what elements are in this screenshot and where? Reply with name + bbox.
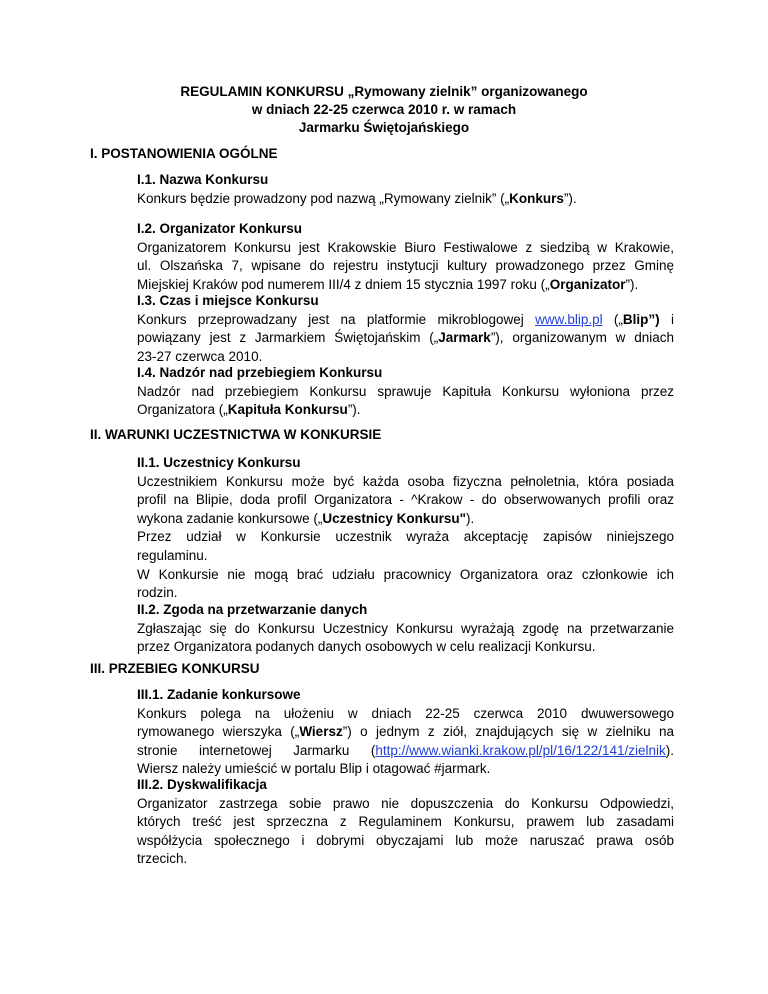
paragraph-contest-name <box>137 171 674 208</box>
paragraph-organizer <box>137 220 674 294</box>
body-line: W Konkursie nie mogą brać udziału pracownicy Organizatora oraz członkowie ich <box>137 566 674 582</box>
body-line: rymowanego wierszyka („Wiersz”) o jednym z ziół, znajdujących się w zielniku na <box>137 724 675 740</box>
body-line: przez Organizatora podanych danych osobowych w celu realizacji Konkursu. <box>137 639 596 655</box>
body-line: stronie internetowej Jarmarku (http://www.wianki.krakow.pl/pl/16/122/141/zielnik). <box>137 742 674 758</box>
paragraph-disqualification <box>137 776 674 869</box>
blip-link[interactable]: www.blip.pl <box>535 311 603 327</box>
body-line: Miejskiej Kraków pod numerem III/4 z dniem 15 stycznia 1997 roku („Organizator”). <box>137 276 639 292</box>
subheading: III.2. Dyskwalifikacja <box>137 777 267 792</box>
subheading: I.2. Organizator Konkursu <box>137 221 303 236</box>
body-line: profil na Blipie, doda profil Organizatora - ^Krakow - do obserwowanych profili oraz <box>137 492 674 508</box>
body-line: których treść jest sprzeczna z Regulaminem Konkursu, prawem lub zasadami <box>137 814 674 830</box>
body-line: Zgłaszając się do Konkursu Uczestnicy Konkursu wyrażają zgodę na przetwarzanie <box>137 620 674 636</box>
title-line-2: w dniach 22-25 czerwca 2010 r. w ramach <box>251 102 517 117</box>
body-line: Konkurs polega na ułożeniu w dniach 22-25 czerwca 2010 dwuwersowego <box>137 705 674 721</box>
herbarium-link[interactable]: http://www.wianki.krakow.pl/pl/16/122/141/zielnik <box>375 742 666 758</box>
body-line: rodzin. <box>137 585 178 601</box>
body-line: Organizator zastrzega sobie prawo nie dopuszczenia do Konkursu Odpowiedzi, <box>137 795 674 811</box>
subheading: I.4. Nadzór nad przebiegiem Konkursu <box>137 365 383 380</box>
subheading: II.1. Uczestnicy Konkursu <box>137 455 301 470</box>
subheading: II.2. Zgoda na przetwarzanie danych <box>137 602 368 617</box>
paragraph-participants <box>137 454 674 603</box>
body-line: Nadzór nad przebiegiem Konkursu sprawuje Kapituła Konkursu wyłoniona przez <box>137 383 674 399</box>
section-heading-general-provisions: I. POSTANOWIENIA OGÓLNE <box>90 146 278 161</box>
body-line: Uczestnikiem Konkursu może być każda osoba fizyczna pełnoletnia, która posiada <box>137 473 674 489</box>
body-line: regulaminu. <box>137 547 208 563</box>
paragraph-supervision <box>137 364 674 420</box>
body-line: Konkurs przeprowadzany jest na platformie mikroblogowej www.blip.pl („Blip”) i <box>137 311 674 327</box>
title-line-1: REGULAMIN KONKURSU „Rymowany zielnik” organizowanego <box>180 84 588 99</box>
section-heading-participation: II. WARUNKI UCZESTNICTWA W KONKURSIE <box>90 427 382 442</box>
body-line: Konkurs będzie prowadzony pod nazwą „Rymowany zielnik” („Konkurs”). <box>137 190 577 206</box>
paragraph-contest-task <box>137 686 674 779</box>
body-line: współżycia społecznego i dobrymi obyczajami lub może naruszać prawa osób <box>137 832 674 848</box>
paragraph-data-consent <box>137 601 674 657</box>
subheading: III.1. Zadanie konkursowe <box>137 687 301 702</box>
subheading: I.1. Nazwa Konkursu <box>137 172 269 187</box>
body-line: trzecich. <box>137 851 188 867</box>
section-heading-contest-procedure: III. PRZEBIEG KONKURSU <box>90 661 260 676</box>
document-title <box>0 83 768 137</box>
body-line: Wiersz należy umieścić w portalu Blip i otagować #jarmark. <box>137 761 491 777</box>
subheading: I.3. Czas i miejsce Konkursu <box>137 293 319 308</box>
body-line: wykona zadanie konkursowe („Uczestnicy Konkursu"). <box>137 510 475 526</box>
body-line: Organizatorem Konkursu jest Krakowskie Biuro Festiwalowe z siedzibą w Krakowie, <box>137 239 674 255</box>
body-line: ul. Olszańska 7, wpisane do rejestru instytucji kultury prowadzonego przez Gminę <box>137 258 674 274</box>
body-line: Organizatora („Kapituła Konkursu”). <box>137 402 361 418</box>
body-line: Przez udział w Konkursie uczestnik wyraża akceptację zapisów niniejszego <box>137 529 674 545</box>
body-line: 23-27 czerwca 2010. <box>137 348 263 364</box>
paragraph-time-place <box>137 292 674 366</box>
title-line-3: Jarmarku Świętojańskiego <box>298 120 470 135</box>
body-line: powiązany jest z Jarmarkiem Świętojańskim („Jarmark”), organizowanym w dniach <box>137 330 674 346</box>
